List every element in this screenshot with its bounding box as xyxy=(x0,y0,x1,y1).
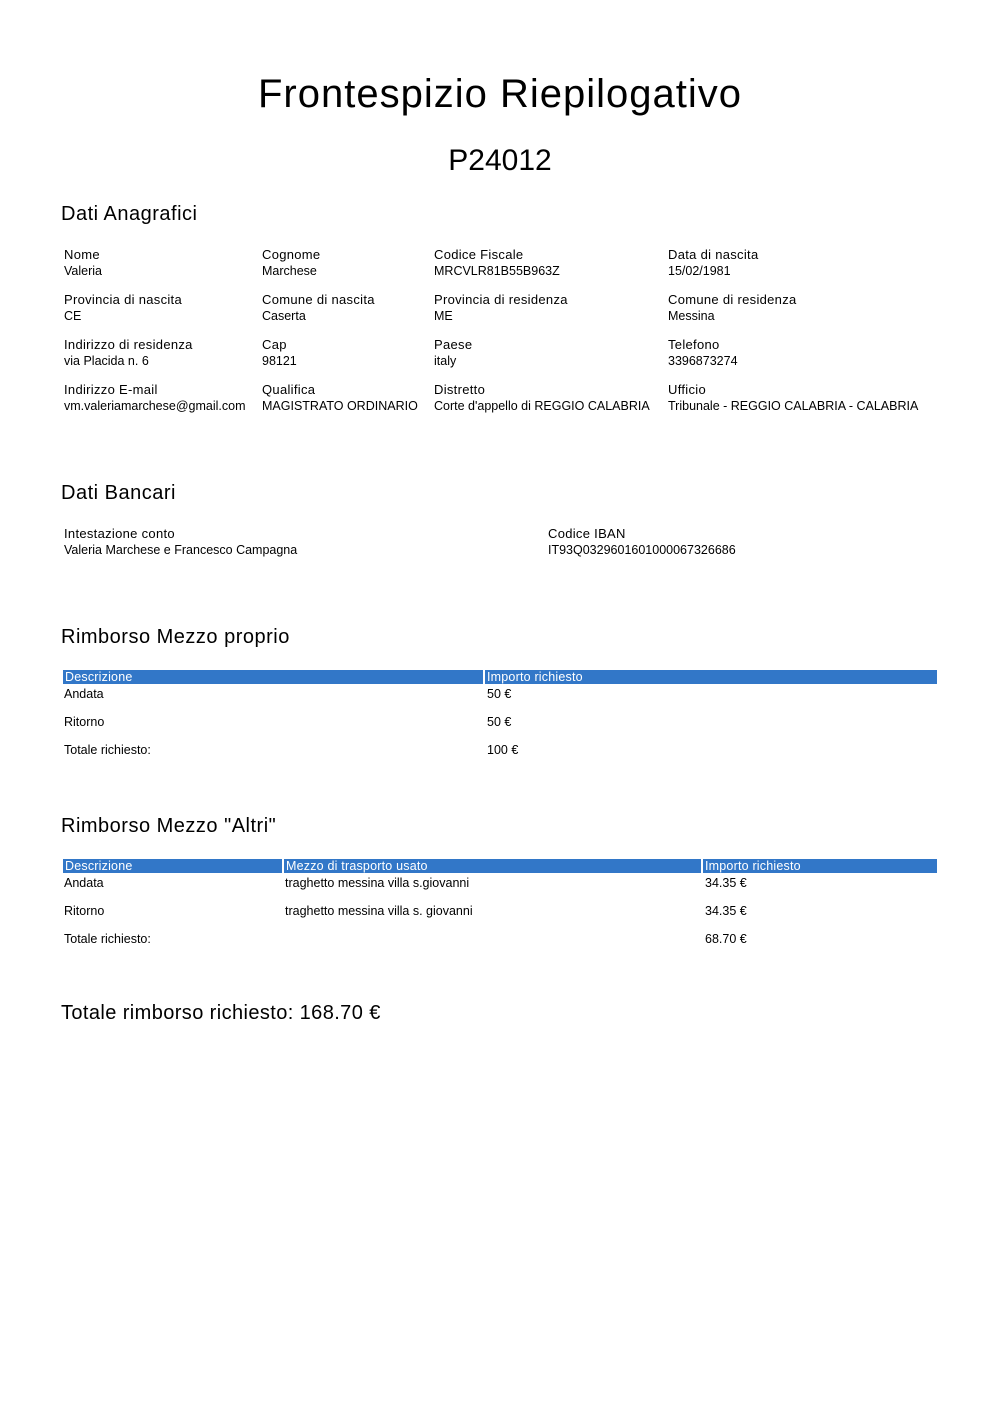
table-header-cell: Descrizione xyxy=(63,859,282,873)
table-cell: 50 € xyxy=(487,687,512,701)
field-label: Nome xyxy=(64,247,100,262)
field-value: vm.valeriamarchese@gmail.com xyxy=(64,399,246,413)
section-title-mezzo-proprio: Rimborso Mezzo proprio xyxy=(61,626,290,648)
field-value: Messina xyxy=(668,309,715,323)
table-cell: 34.35 € xyxy=(705,904,747,918)
table-cell: 68.70 € xyxy=(705,932,747,946)
field-value: 98121 xyxy=(262,354,297,368)
table-cell: traghetto messina villa s.giovanni xyxy=(285,876,470,890)
field-value: CE xyxy=(64,309,82,323)
table-cell: Ritorno xyxy=(64,715,105,729)
field-label: Intestazione conto xyxy=(64,526,175,541)
table-cell: Totale richiesto: xyxy=(64,743,151,757)
table-header-cell: Importo richiesto xyxy=(485,670,937,684)
field-value: Corte d'appello di REGGIO CALABRIA xyxy=(434,399,650,413)
field-label: Indirizzo E-mail xyxy=(64,382,158,397)
field-label: Indirizzo di residenza xyxy=(64,337,193,352)
field-value: italy xyxy=(434,354,457,368)
field-value: MRCVLR81B55B963Z xyxy=(434,264,560,278)
field-label: Comune di nascita xyxy=(262,292,375,307)
field-value: ME xyxy=(434,309,453,323)
field-label: Paese xyxy=(434,337,473,352)
table-cell: Ritorno xyxy=(64,904,105,918)
field-label: Comune di residenza xyxy=(668,292,797,307)
field-label: Provincia di residenza xyxy=(434,292,568,307)
field-value: 3396873274 xyxy=(668,354,738,368)
section-title-mezzo-altri: Rimborso Mezzo "Altri" xyxy=(61,815,277,837)
field-value: Caserta xyxy=(262,309,306,323)
table-header-cell: Descrizione xyxy=(63,670,483,684)
field-label: Provincia di nascita xyxy=(64,292,182,307)
table-cell: Andata xyxy=(64,687,104,701)
field-label: Telefono xyxy=(668,337,720,352)
table-cell: Andata xyxy=(64,876,104,890)
grand-total: Totale rimborso richiesto: 168.70 € xyxy=(61,1002,381,1024)
document-title: Frontespizio Riepilogativo xyxy=(257,72,742,116)
section-title-anagrafici: Dati Anagrafici xyxy=(61,203,198,225)
table-header-cell: Mezzo di trasporto usato xyxy=(284,859,701,873)
field-value: IT93Q0329601601000067326686 xyxy=(548,543,736,557)
field-label: Distretto xyxy=(434,382,486,397)
table-cell: traghetto messina villa s. giovanni xyxy=(285,904,473,918)
field-label: Qualifica xyxy=(262,382,316,397)
field-label: Ufficio xyxy=(668,382,706,397)
table-cell: Totale richiesto: xyxy=(64,932,151,946)
table-header-cell: Importo richiesto xyxy=(703,859,937,873)
section-title-bancari: Dati Bancari xyxy=(61,482,176,504)
field-value: Tribunale - REGGIO CALABRIA - CALABRIA xyxy=(668,399,919,413)
field-value: 15/02/1981 xyxy=(668,264,731,278)
field-value: MAGISTRATO ORDINARIO xyxy=(262,399,418,413)
field-label: Cap xyxy=(262,337,287,352)
field-value: Valeria xyxy=(64,264,102,278)
field-value: Marchese xyxy=(262,264,317,278)
table-cell: 100 € xyxy=(487,743,519,757)
field-value: via Placida n. 6 xyxy=(64,354,149,368)
field-label: Codice IBAN xyxy=(548,526,626,541)
field-label: Codice Fiscale xyxy=(434,247,524,262)
table-cell: 34.35 € xyxy=(705,876,747,890)
table-cell: 50 € xyxy=(487,715,512,729)
field-value: Valeria Marchese e Francesco Campagna xyxy=(64,543,298,557)
field-label: Data di nascita xyxy=(668,247,759,262)
document-code: P24012 xyxy=(448,144,552,177)
field-label: Cognome xyxy=(262,247,321,262)
